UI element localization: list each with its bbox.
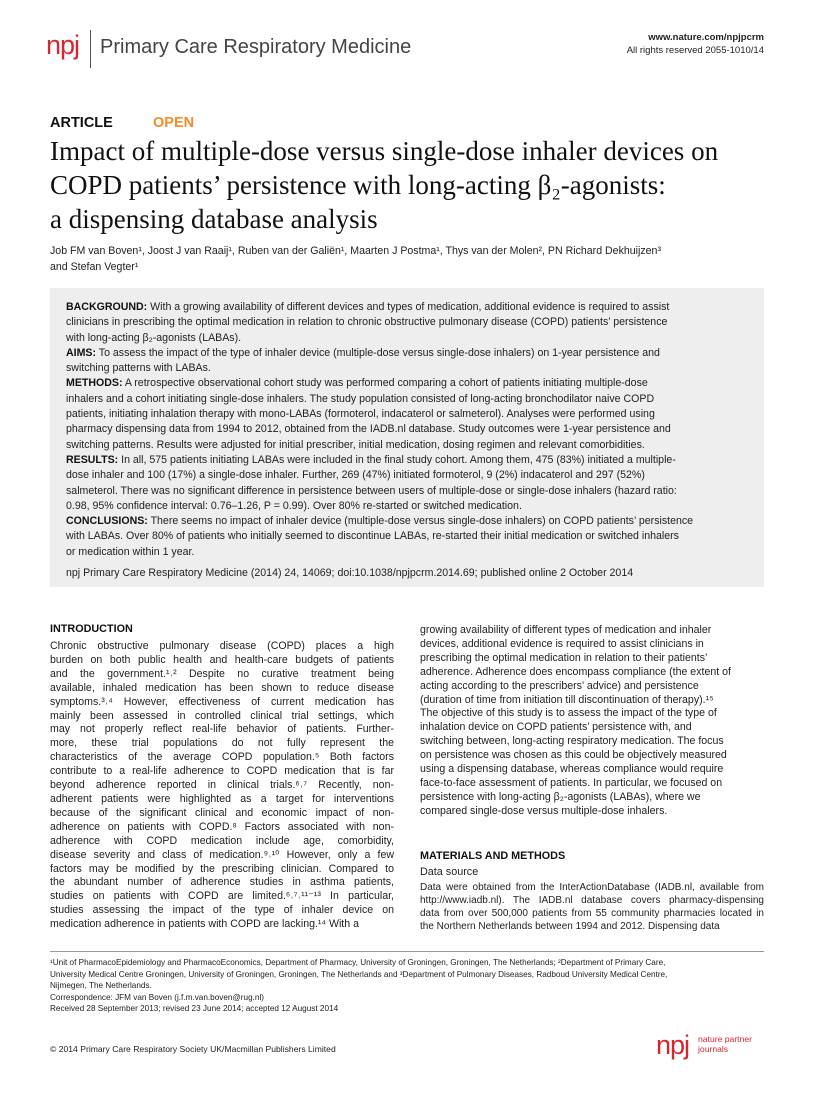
intro-line: and the government.¹˒² Despite no curative treatment being <box>50 667 394 680</box>
body-line: face-to-face assessment of patients. In particular, we focused on <box>420 776 723 789</box>
section-heading-introduction: INTRODUCTION <box>50 623 133 635</box>
abstract-text <box>66 300 752 560</box>
nature-partner-journals-label <box>698 1035 752 1054</box>
body-line: inhalation device on COPD patients’ persistence with, and <box>420 721 692 734</box>
title-line: a dispensing database analysis <box>50 204 378 234</box>
right-column-body <box>420 624 764 819</box>
body-line: acting according to the prescribers’ advice) and persistence <box>420 679 699 692</box>
abstract-line <box>66 529 752 544</box>
rights-text: All rights reserved 2055-1010/14 <box>626 45 764 56</box>
journal-logo: npj <box>46 30 80 60</box>
affiliation-line: Nijmegen, The Netherlands. <box>50 981 152 991</box>
logo-divider <box>90 30 91 68</box>
abstract-line <box>66 407 752 422</box>
title-line: Impact of multiple-dose versus single-dose inhaler devices on <box>50 136 719 166</box>
intro-line: factors may be modified by the prescribing clinician. Compared to <box>50 862 394 875</box>
abstract-line-text: With a growing availability of different devices and types of medication, additional evidence is required to assist <box>147 301 670 313</box>
intro-line: characteristics of the average COPD population.⁵ Both factors <box>50 751 394 764</box>
abstract-line-text: clinicians in prescribing the optimal medication in relation to chronic obstructive pulmonary disease (COPD) patients’ persistence <box>66 316 668 329</box>
abstract-line-text: pharmacy dispensing data from 1994 to 2012, obtained from the IADB.nl database. Study outcomes were 1-year persistence and <box>66 423 671 436</box>
section-heading-methods: MATERIALS AND METHODS <box>420 850 566 862</box>
intro-line: studies on patients with COPD are limited.⁶˒⁷˒¹¹⁻¹³ In particular, <box>50 890 394 903</box>
body-line: switching between, long-acting respiratory medication. The focus <box>420 735 724 748</box>
intro-body <box>50 640 394 932</box>
intro-line: studies assessing the impact of the type of inhaler device on <box>50 904 394 917</box>
affiliations <box>50 957 764 1015</box>
intro-line: adherence with COPD medication include age, comorbidity, <box>50 834 394 847</box>
abstract-line-text: with LABAs. Over 80% of patients who initially seemed to discontinue LABAs, re-started their initial medication or switched inhalers <box>66 530 679 543</box>
body-line: The objective of this study is to assess the impact of the type of <box>420 707 717 720</box>
body-line: (duration of time from initiation till discontinuation of therapy).¹⁵ <box>420 693 714 706</box>
author-list <box>50 243 770 275</box>
abstract-section-label: RESULTS: <box>66 453 119 466</box>
abstract-section-label: CONCLUSIONS: <box>66 515 148 528</box>
partner-line: nature partner <box>698 1034 752 1044</box>
methods-line: http://www.iadb.nl). The IADB.nl database covers pharmacy-dispensing <box>420 895 764 907</box>
abstract-line <box>66 346 752 361</box>
body-line: prescribing the optimal medication in relation to their patients’ <box>420 651 708 664</box>
abstract-line-text: 0.98, 95% confidence interval: 0.76–1.26, P = 0.99). Over 80% re-started or switched medication. <box>66 499 522 512</box>
abstract-line-text: salmeterol. There was no significant difference in persistence between users of multiple-dose or single-dose inhalers (hazard ratio: <box>66 484 677 497</box>
intro-line: may not properly reflect real-life behavior of patients. Further- <box>50 723 394 736</box>
intro-line: because of the significant clinical and economic impact of non- <box>50 806 394 819</box>
abstract-line-text: or medication within 1 year. <box>66 545 195 558</box>
abstract-line-text: In all, 575 patients initiating LABAs were included in the final study cohort. Among them, 475 (83%) initiated a multiple- <box>118 453 676 466</box>
abstract-line <box>66 376 752 391</box>
intro-line: medication adherence in patients with COPD are lacking.¹⁴ With a <box>50 918 359 931</box>
intro-line: the abundant number of adherence studies in asthma patients, <box>50 876 394 889</box>
abstract-line <box>66 499 752 514</box>
abstract-line-text: switching patterns. Results were adjusted for initial prescriber, initial medication, dosing regimen and relevant comorbidities. <box>66 438 645 451</box>
abstract-line <box>66 453 752 468</box>
abstract-line <box>66 361 752 376</box>
intro-line: mainly been assessed in controlled clinical trial settings, which <box>50 709 394 722</box>
abstract-line-text: patients, initiating inhalation therapy with mono-LABAs (formoterol, indacaterol or salmeterol). Analyses were performed using <box>66 408 655 421</box>
open-access-label: OPEN <box>153 115 195 131</box>
body-line: on persistence was chosen as this could be objectively measured <box>420 749 727 762</box>
intro-heading-block <box>50 623 394 637</box>
intro-line: adherence on patients with COPD.⁸ Factors associated with non- <box>50 820 394 833</box>
title-line: COPD patients’ persistence with long-acting β₂-agonists: <box>50 170 666 200</box>
affiliation-line: ¹Unit of PharmacoEpidemiology and PharmacoEconomics, Department of Pharmacy, University of Groningen, Groningen, The Netherlands; ²Department of Primary Care, <box>50 958 666 967</box>
abstract-line-text: switching patterns with LABAs. <box>66 362 211 375</box>
body-line: growing availability of different types of medication and inhaler <box>420 624 712 636</box>
body-line: devices, additional evidence is required to assist clinicians in <box>420 637 704 650</box>
partner-line: journals <box>698 1043 729 1054</box>
abstract-line <box>66 392 752 407</box>
subsection-heading-data-source: Data source <box>420 865 479 878</box>
journal-url-link[interactable]: www.nature.com/npjpcrm <box>648 32 764 43</box>
methods-body <box>420 881 764 933</box>
abstract-line <box>66 514 752 529</box>
abstract-line <box>66 422 752 437</box>
abstract-line <box>66 545 752 560</box>
intro-line: beyond adherence reported in clinical trials.⁶˒⁷ Recently, non- <box>50 779 394 792</box>
abstract-line <box>66 300 752 315</box>
body-line: persistence with long-acting β₂-agonists (LABAs), where we <box>420 790 701 803</box>
citation-line: npj Primary Care Respiratory Medicine (2014) 24, 14069; doi:10.1038/npjpcrm.2014.69; published online 2 October 2014 <box>66 567 634 579</box>
author-line: Job FM van Boven¹, Joost J van Raaij¹, Ruben van der Galiën¹, Maarten J Postma¹, Thys van der Molen², PN Richard Dekhuijzen³ <box>50 245 661 257</box>
copyright-text: © 2014 Primary Care Respiratory Society UK/Macmillan Publishers Limited <box>50 1044 336 1054</box>
author-line: and Stefan Vegter¹ <box>50 261 139 273</box>
abstract-line <box>66 331 752 346</box>
intro-line: Chronic obstructive pulmonary disease (COPD) places a high <box>50 640 394 652</box>
abstract-line-text: dose inhaler and 100 (17%) a single-dose inhaler. Further, 269 (47%) initiated formoterol, 9 (2%) indacaterol and 297 (52%) <box>66 469 645 482</box>
methods-line: Data were obtained from the InterActionDatabase (IADB.nl, available from <box>420 882 764 893</box>
intro-line: contribute to a real-life adherence to COPD medication that is far <box>50 765 394 778</box>
abstract-line <box>66 315 752 330</box>
intro-line: adherent patients were highlighted as a target for interventions <box>50 792 394 805</box>
body-line: using a dispensing database, whereas compliance would require <box>420 763 724 776</box>
npj-partner-logo: npj <box>656 1030 690 1060</box>
abstract-section-label: METHODS: <box>66 377 123 390</box>
body-line: adherence. Adherence does encompass compliance (the extent of <box>420 665 731 678</box>
footer-rule <box>50 951 764 952</box>
abstract-line-text: A retrospective observational cohort study was performed comparing a cohort of patients initiating multiple-dose <box>122 377 648 390</box>
article-title <box>50 134 780 236</box>
abstract-line-text: with long-acting β₂-agonists (LABAs). <box>66 331 242 344</box>
received-dates: Received 28 September 2013; revised 23 June 2014; accepted 12 August 2014 <box>50 1004 339 1014</box>
abstract-line <box>66 468 752 483</box>
intro-line: symptoms.³˒⁴ However, effectiveness of current medication has <box>50 695 394 708</box>
methods-heading-block <box>420 850 764 880</box>
abstract-line <box>66 484 752 499</box>
abstract-line-text: There seems no impact of inhaler device (multiple-dose versus single-dose inhalers) on COPD patients’ persistence <box>147 515 694 528</box>
intro-line: disease severity and class of medication.⁹˒¹⁰ However, only a few <box>50 848 394 861</box>
intro-line: available, inhaled medication has been shown to reduce disease <box>50 681 394 694</box>
affiliation-line: University Medical Centre Groningen, University of Groningen, Groningen, The Netherlands and ³Department of Pulmonary Diseases, Radboud University Medical Centre, <box>50 969 668 979</box>
abstract-line <box>66 438 752 453</box>
abstract-section-label: BACKGROUND: <box>66 301 148 313</box>
methods-line: the Northern Netherlands between 1994 and 2012. Dispensing data <box>420 921 720 933</box>
abstract-section-label: AIMS: <box>66 346 97 359</box>
article-type-label: ARTICLE <box>50 115 113 131</box>
abstract-line-text: To assess the impact of the type of inhaler device (multiple-dose versus single-dose inhalers) on 1-year persistence and <box>96 346 660 359</box>
journal-name: Primary Care Respiratory Medicine <box>100 36 412 58</box>
methods-line: data from over 500,000 patients from 55 community pharmacies located in <box>420 908 764 920</box>
intro-line: burden on both public health and health-care budgets of patients <box>50 653 394 666</box>
intro-line: more, these trial populations do not fully represent the <box>50 737 394 750</box>
body-line: compared single-dose versus multiple-dose inhalers. <box>420 804 668 817</box>
correspondence: Correspondence: JFM van Boven (j.f.m.van.boven@rug.nl) <box>50 992 265 1002</box>
abstract-line-text: inhalers and a cohort initiating single-dose inhalers. The study population consisted of long-acting bronchodilator naive COPD <box>66 392 655 405</box>
